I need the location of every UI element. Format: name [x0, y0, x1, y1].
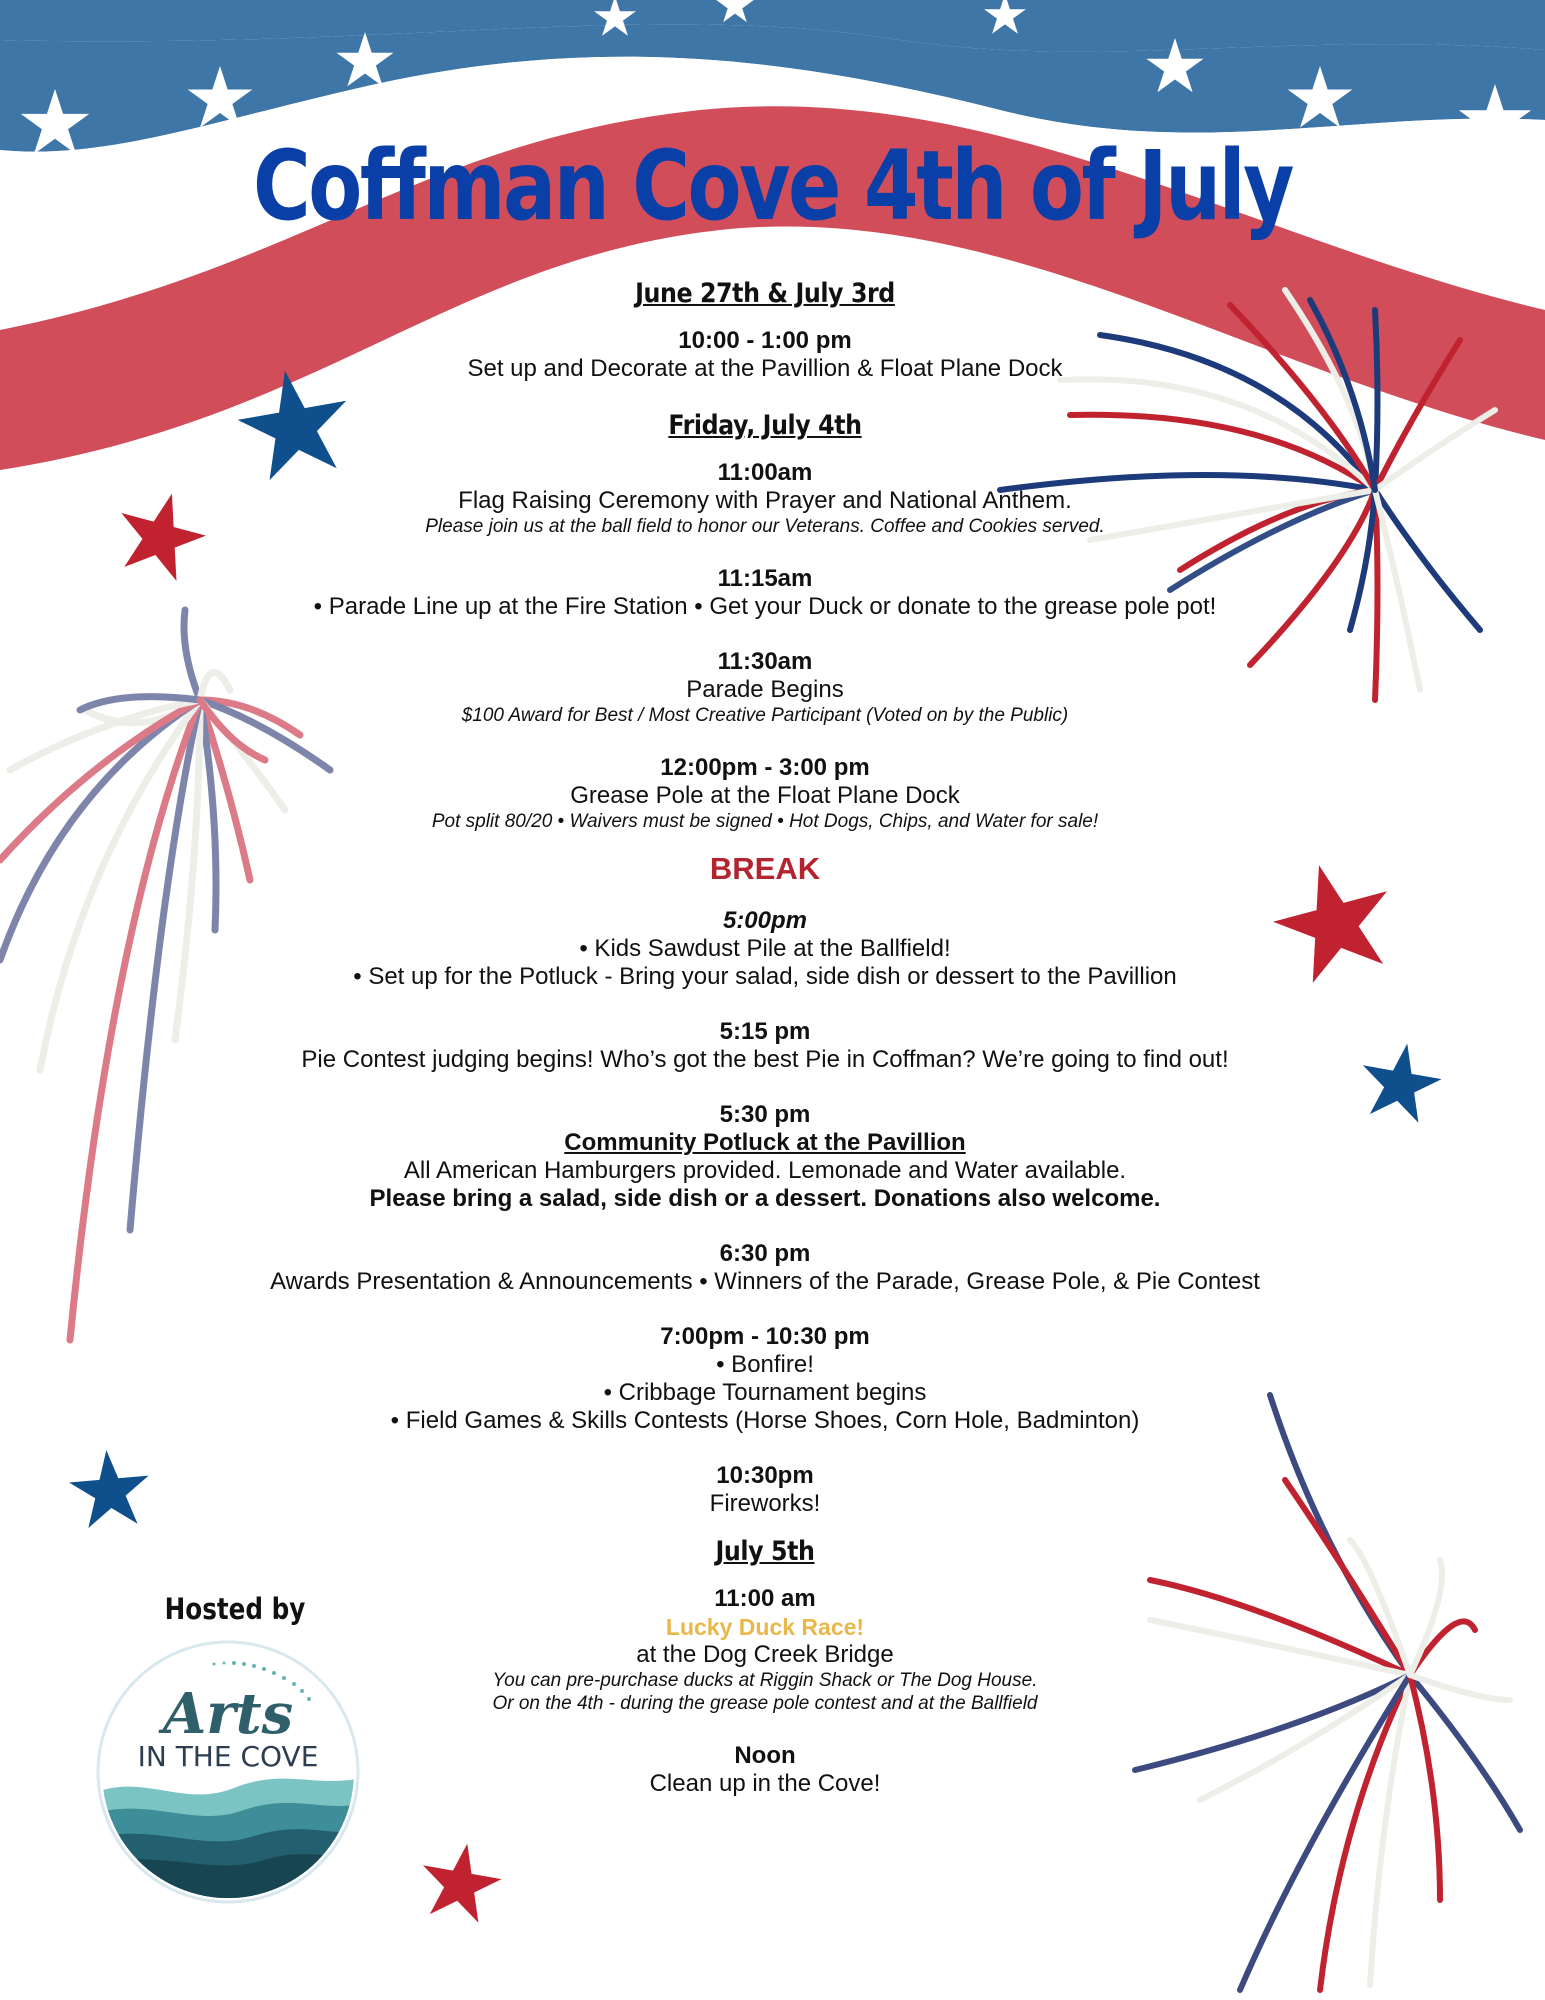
event-time: 10:30pm	[716, 1462, 814, 1489]
event	[200, 1462, 1330, 1518]
event-line: Set up and Decorate at the Pavillion & Float Plane Dock	[467, 355, 1063, 382]
event-note: Please join us at the ball field to honor our Veterans. Coffee and Cookies served.	[425, 516, 1105, 537]
event-time: 5:00pm	[722, 907, 808, 934]
event-time: 5:30 pm	[719, 1101, 811, 1128]
event-note: Or on the 4th - during the grease pole contest and at the Ballfield	[492, 1693, 1038, 1714]
event	[200, 754, 1330, 833]
break-label: BREAK	[709, 851, 821, 886]
event	[200, 459, 1330, 538]
event-line: All American Hamburgers provided. Lemonade and Water available.	[403, 1157, 1127, 1184]
event-note: You can pre-purchase ducks at Riggin Shack or The Dog House.	[492, 1670, 1038, 1691]
event-line: Fireworks!	[709, 1490, 821, 1517]
event-time: 11:15am	[717, 565, 813, 592]
event-time: 12:00pm - 3:00 pm	[660, 754, 870, 781]
event	[200, 327, 1330, 383]
event-heading: Community Potluck at the Pavillion	[564, 1129, 966, 1156]
event-line: • Kids Sawdust Pile at the Ballfield!	[579, 935, 951, 962]
day-heading: July 5th	[715, 1536, 815, 1567]
event-line: • Bonfire!	[716, 1351, 814, 1378]
event-line: Flag Raising Ceremony with Prayer and National Anthem.	[458, 487, 1072, 514]
event-line: Awards Presentation & Announcements • Winners of the Parade, Grease Pole, & Pie Contest	[270, 1268, 1260, 1295]
event	[200, 1240, 1330, 1296]
hosted-by-label: Hosted by	[164, 1592, 306, 1626]
day-heading: Friday, July 4th	[668, 410, 862, 441]
svg-text:IN THE COVE: IN THE COVE	[137, 1740, 319, 1773]
event-time: 5:15 pm	[719, 1018, 811, 1045]
event-time: 6:30 pm	[719, 1240, 811, 1267]
event-time: Noon	[734, 1742, 796, 1769]
arts-in-the-cove-logo	[94, 1638, 362, 1906]
event-time: 11:30am	[717, 648, 813, 675]
svg-text:Arts: Arts	[162, 1681, 294, 1747]
event	[200, 1018, 1330, 1074]
event-note: Pot split 80/20 • Waivers must be signed • Hot Dogs, Chips, and Water for sale!	[431, 811, 1099, 832]
event-time: 11:00am	[717, 459, 813, 486]
event-time: 7:00pm - 10:30 pm	[660, 1323, 870, 1350]
event-line: • Set up for the Potluck - Bring your salad, side dish or dessert to the Pavillion	[353, 963, 1177, 990]
event-line: Clean up in the Cove!	[649, 1770, 881, 1797]
day-heading: June 27th & July 3rd	[635, 278, 895, 309]
event	[200, 907, 1330, 991]
event	[200, 1585, 1330, 1715]
event	[200, 1101, 1330, 1213]
event-time: 11:00 am	[714, 1585, 816, 1612]
event	[200, 648, 1330, 727]
event-line: • Parade Line up at the Fire Station • Get your Duck or donate to the grease pole pot!	[313, 593, 1217, 620]
event-line: Pie Contest judging begins! Who’s got the best Pie in Coffman? We’re going to find out!	[301, 1046, 1229, 1073]
event-line: at the Dog Creek Bridge	[636, 1641, 894, 1668]
event-line: Parade Begins	[686, 676, 844, 703]
event-line: • Field Games & Skills Contests (Horse Shoes, Corn Hole, Badminton)	[390, 1407, 1140, 1434]
event-line: Grease Pole at the Float Plane Dock	[570, 782, 960, 809]
event	[200, 565, 1330, 621]
event	[200, 1742, 1330, 1798]
event-time: 10:00 - 1:00 pm	[678, 327, 852, 354]
lucky-duck-title: Lucky Duck Race!	[665, 1614, 865, 1640]
event	[200, 1323, 1330, 1435]
event-note: $100 Award for Best / Most Creative Participant (Voted on by the Public)	[461, 705, 1069, 726]
page-title: Coffman Cove 4th of July	[252, 130, 1293, 242]
schedule	[200, 278, 1330, 1825]
event-bold-line: Please bring a salad, side dish or a dessert. Donations also welcome.	[369, 1185, 1161, 1212]
event-line: • Cribbage Tournament begins	[603, 1379, 927, 1406]
